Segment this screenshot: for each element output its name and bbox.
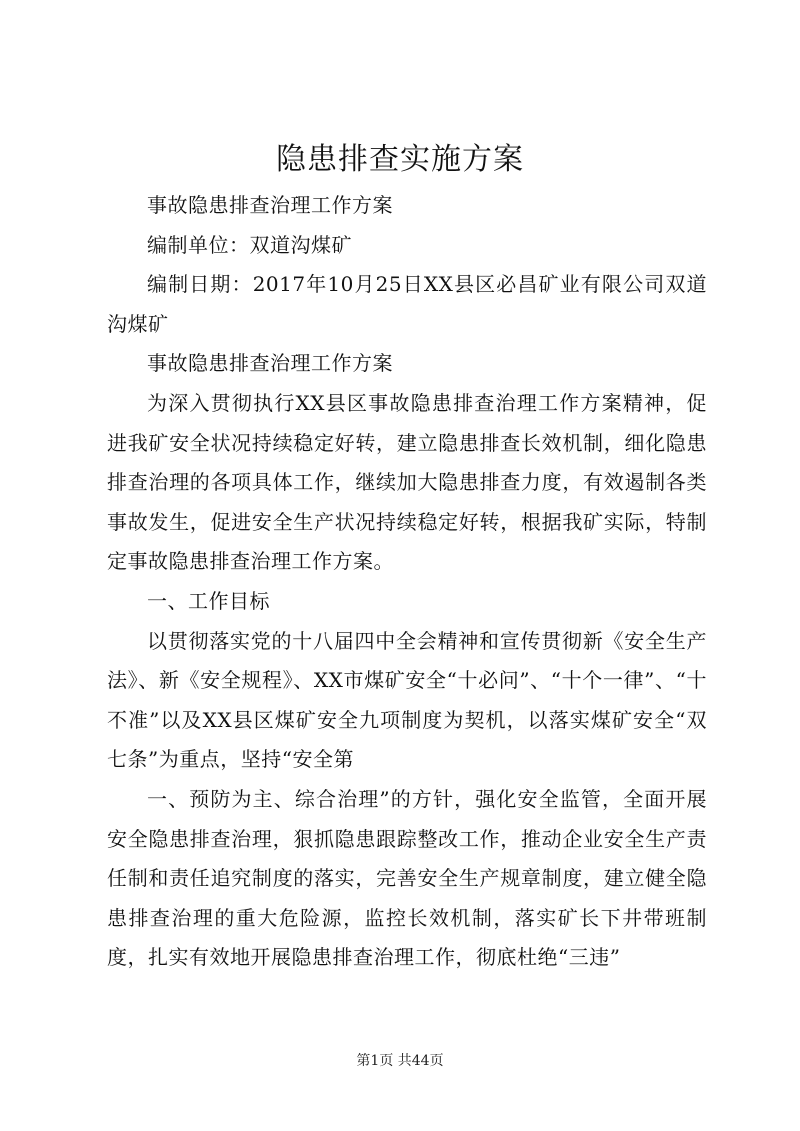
paragraph-date: 编制日期：2017年10月25日XX县区必昌矿业有限公司双道沟煤矿: [107, 272, 707, 336]
paragraph-subtitle: 事故隐患排查治理工作方案: [147, 193, 393, 217]
document-title: 隐患排查实施方案: [276, 142, 524, 177]
paragraph-intro: 为深入贯彻执行XX县区事故隐患排查治理工作方案精神，促进我矿安全状况持续稳定好转，建立隐患排查长效机制，细化隐患排查治理的各项具体工作，继续加大隐患排查力度，有效遏制各类事故发生，促进安全生产状况持续稳定好转，根据我矿实际，特制定事故隐患排查治理工作方案。: [107, 390, 707, 574]
document-body: [107, 186, 707, 978]
section-heading-goals: 一、工作目标: [147, 588, 270, 613]
paragraph-plan-title: 事故隐患排查治理工作方案: [147, 351, 393, 376]
paragraph-goals: 以贯彻落实党的十八届四中全会精神和宣传贯彻新《安全生产法》、新《安全规程》、XX市煤矿安全“十必问”、“十个一律”、“十不准”以及XX县区煤矿安全九项制度为契机，以落实煤矿安全“双七条”为重点，坚持“安全第: [107, 628, 707, 772]
page-footer: 第1页 共44页: [356, 1053, 444, 1069]
paragraph-compiler: 编制单位：双道沟煤矿: [147, 232, 352, 257]
paragraph-policy: 一、预防为主、综合治理”的方针，强化安全监管，全面开展安全隐患排查治理，狠抓隐患跟踪整改工作，推动企业安全生产责任制和责任追究制度的落实，完善安全生产规章制度，建立健全隐患排查治理的重大危险源，监控长效机制，落实矿长下井带班制度，扎实有效地开展隐患排查治理工作，彻底杜绝“三违”: [107, 786, 707, 970]
